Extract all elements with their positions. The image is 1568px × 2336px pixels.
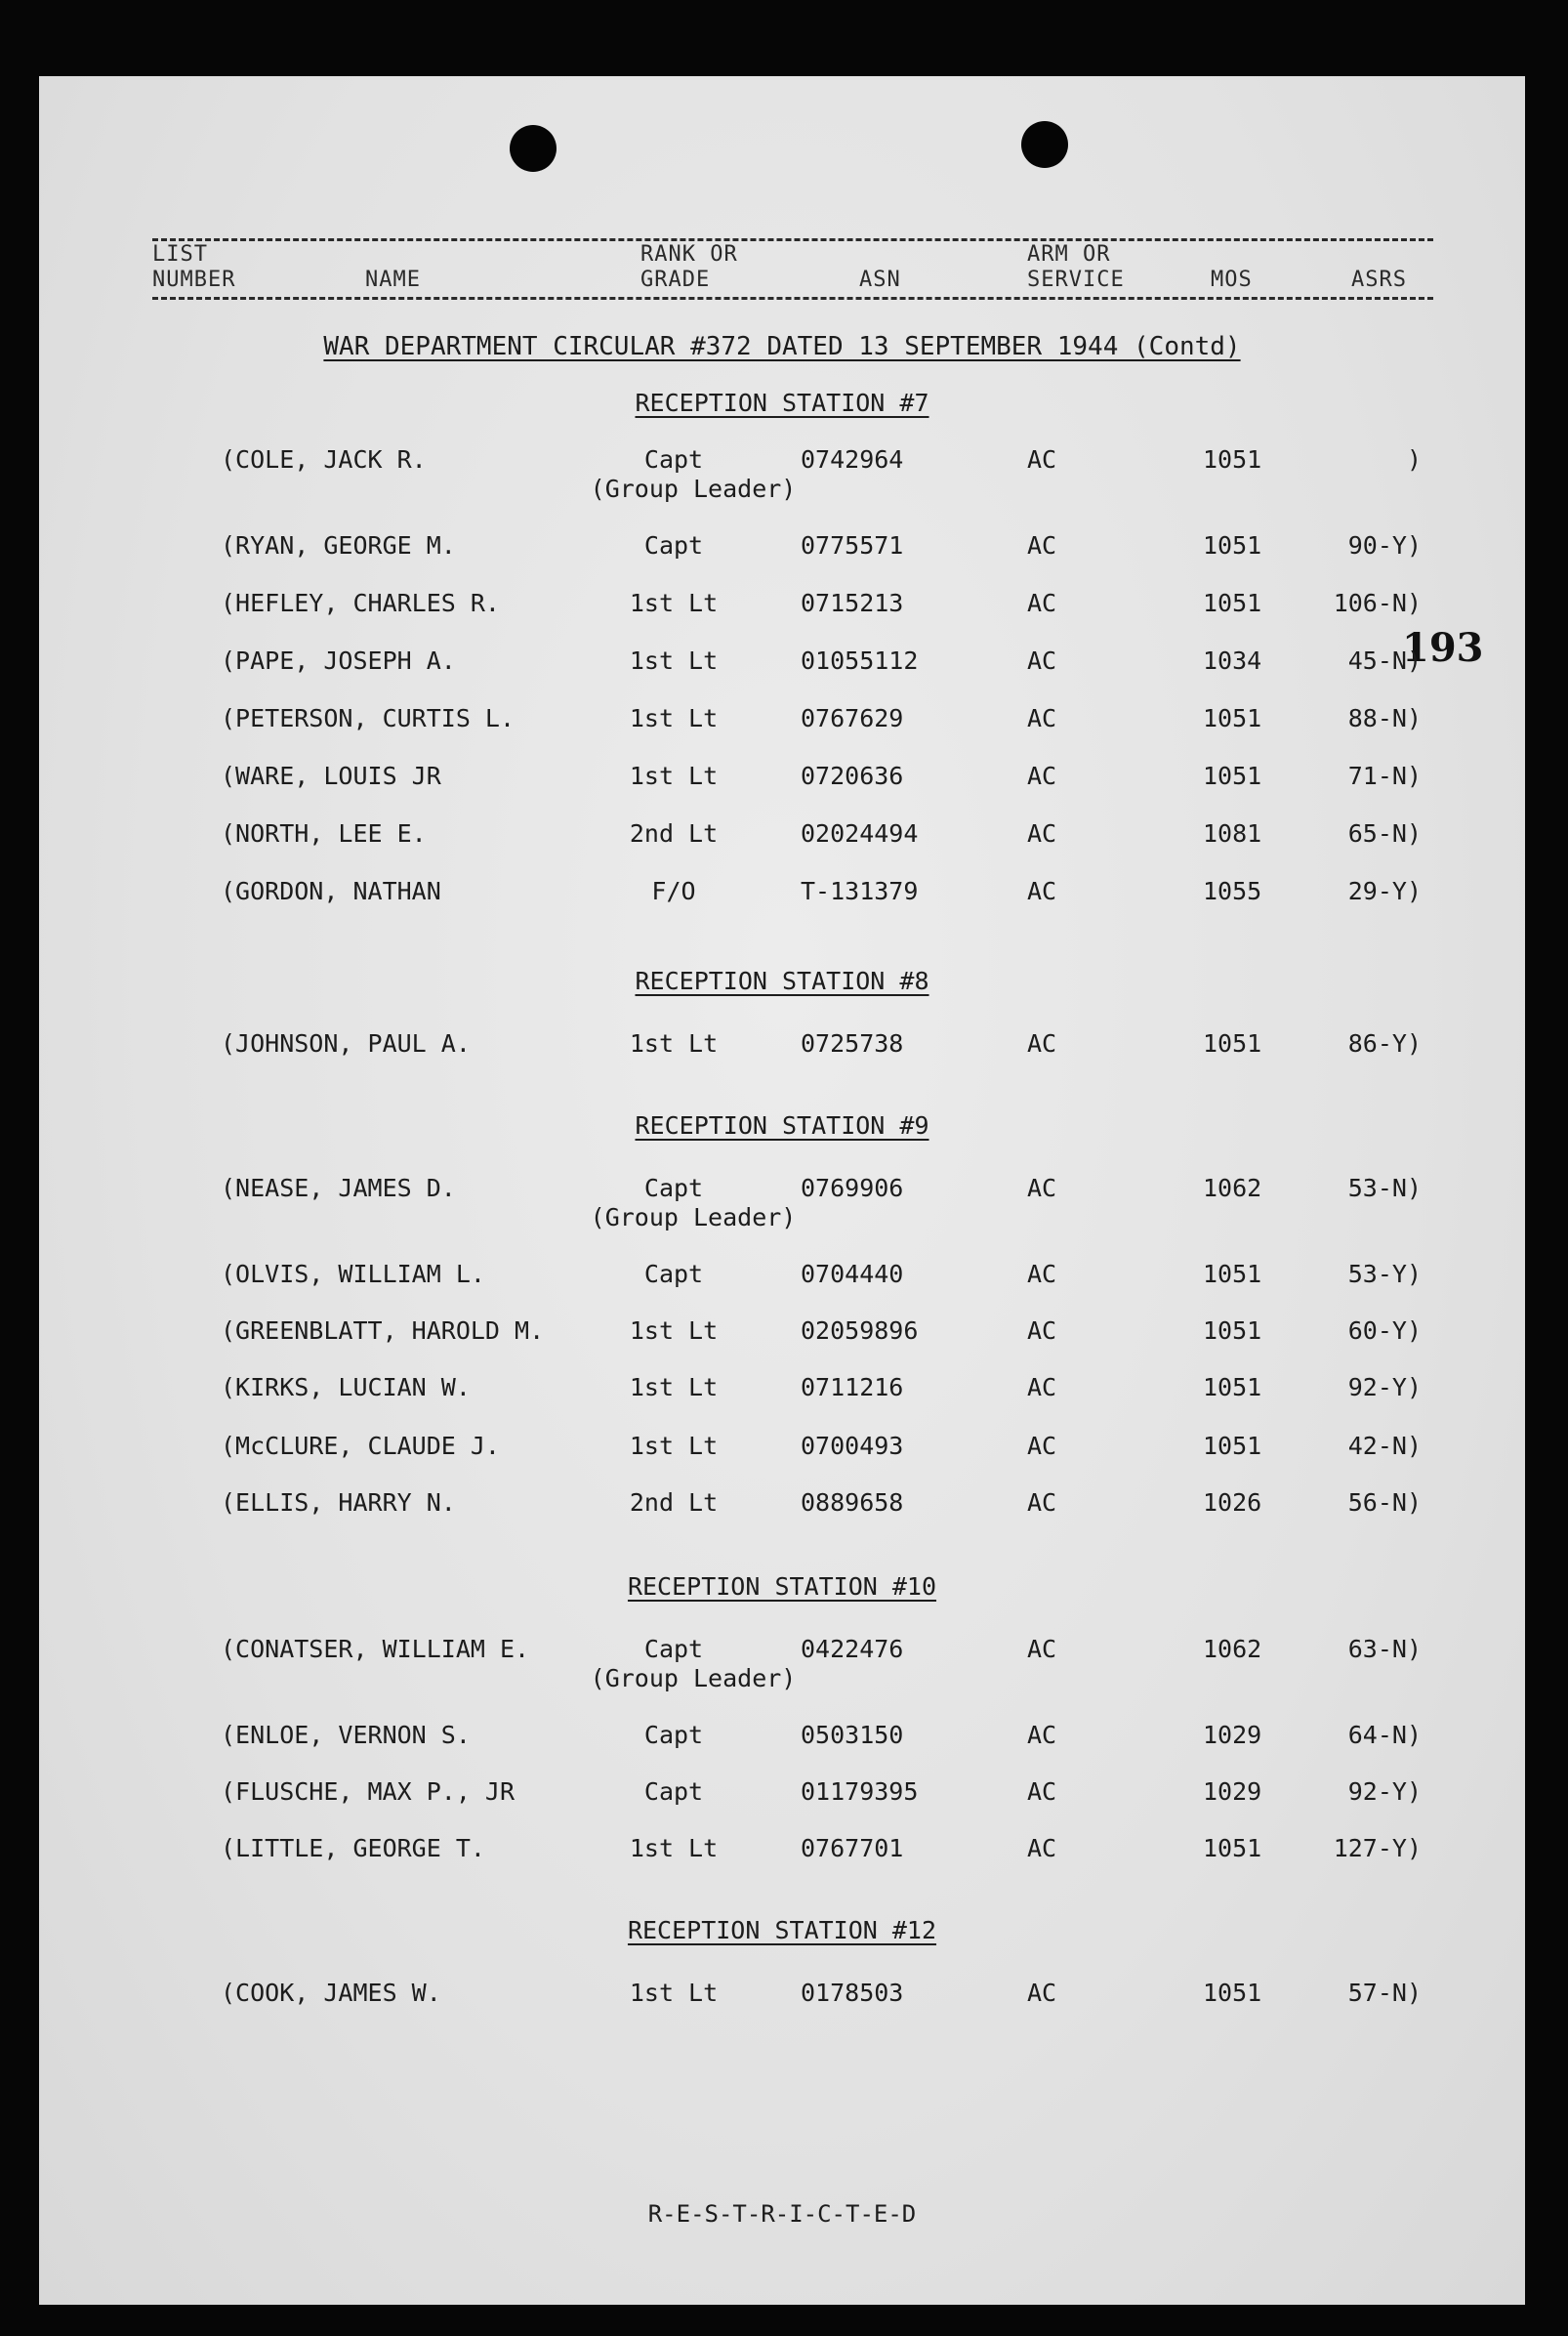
arm-service: AC xyxy=(1027,1174,1057,1202)
roster-row xyxy=(39,445,1525,504)
station-label: RECEPTION STATION #9 xyxy=(635,1111,929,1140)
asn-number: 0503150 xyxy=(801,1721,904,1749)
asn-number: 0700493 xyxy=(801,1432,904,1460)
rank-grade: 2nd Lt xyxy=(629,1488,719,1517)
asrs-score: 92-Y) xyxy=(1347,1777,1422,1806)
station-heading xyxy=(39,967,1525,995)
asrs-score: 57-N) xyxy=(1347,1979,1422,2007)
arm-service: AC xyxy=(1027,762,1057,790)
arm-service: AC xyxy=(1027,1260,1057,1288)
asn-number: 0767629 xyxy=(801,704,904,732)
station-label: RECEPTION STATION #12 xyxy=(627,1916,937,1944)
officer-name: (KIRKS, LUCIAN W. xyxy=(221,1373,471,1401)
asn-number: 0767701 xyxy=(801,1834,904,1862)
mos-code: 1062 xyxy=(1203,1174,1262,1202)
officer-name: (HEFLEY, CHARLES R. xyxy=(221,589,500,617)
group-leader-note: (Group Leader) xyxy=(590,1203,797,1231)
asn-number: 02059896 xyxy=(801,1316,919,1345)
asn-number: 0725738 xyxy=(801,1029,904,1058)
document-page xyxy=(39,76,1525,2305)
asn-number: T-131379 xyxy=(801,877,919,905)
mos-code: 1051 xyxy=(1203,704,1262,732)
header-arm: ARM OR SERVICE xyxy=(1027,242,1125,292)
classification-footer: R-E-S-T-R-I-C-T-E-D xyxy=(647,2200,917,2228)
asn-number: 0422476 xyxy=(801,1635,904,1663)
asrs-score: 45-N) xyxy=(1347,647,1422,675)
header-rank: RANK OR GRADE xyxy=(640,242,738,292)
asrs-score: 63-N) xyxy=(1347,1635,1422,1663)
roster-row xyxy=(39,1260,1525,1318)
rank-grade: Capt xyxy=(643,1635,704,1663)
mos-code: 1029 xyxy=(1203,1777,1262,1806)
asn-number: 0178503 xyxy=(801,1979,904,2007)
mos-code: 1081 xyxy=(1203,819,1262,848)
asrs-score: 53-Y) xyxy=(1347,1260,1422,1288)
header-asrs: ASRS xyxy=(1351,268,1407,292)
rank-grade: 1st Lt xyxy=(629,1432,719,1460)
rank-grade: Capt xyxy=(643,1721,704,1749)
officer-name: (CONATSER, WILLIAM E. xyxy=(221,1635,530,1663)
mos-code: 1034 xyxy=(1203,647,1262,675)
mos-code: 1051 xyxy=(1203,1373,1262,1401)
asn-number: 02024494 xyxy=(801,819,919,848)
rank-grade: 1st Lt xyxy=(629,1316,719,1345)
station-heading xyxy=(39,1111,1525,1140)
mos-code: 1051 xyxy=(1203,1029,1262,1058)
rank-grade: Capt xyxy=(643,1777,704,1806)
station-heading xyxy=(39,1916,1525,1944)
roster-row xyxy=(39,589,1525,647)
officer-name: (JOHNSON, PAUL A. xyxy=(221,1029,471,1058)
mos-code: 1051 xyxy=(1203,762,1262,790)
roster-row xyxy=(39,1029,1525,1088)
asn-number: 0704440 xyxy=(801,1260,904,1288)
asrs-score: 56-N) xyxy=(1347,1488,1422,1517)
arm-service: AC xyxy=(1027,1316,1057,1345)
roster-row xyxy=(39,1834,1525,1893)
officer-name: (NEASE, JAMES D. xyxy=(221,1174,456,1202)
asrs-score: 42-N) xyxy=(1347,1432,1422,1460)
asn-number: 0889658 xyxy=(801,1488,904,1517)
roster-row xyxy=(39,1979,1525,2037)
mos-code: 1051 xyxy=(1203,1432,1262,1460)
roster-row xyxy=(39,1373,1525,1432)
page-number: 193 xyxy=(1402,625,1484,671)
mos-code: 1051 xyxy=(1203,1979,1262,2007)
asrs-score: 127-Y) xyxy=(1333,1834,1422,1862)
station-label: RECEPTION STATION #8 xyxy=(635,967,929,995)
rank-grade: 1st Lt xyxy=(629,1979,719,2007)
mos-code: 1051 xyxy=(1203,589,1262,617)
officer-name: (NORTH, LEE E. xyxy=(221,819,427,848)
roster-row xyxy=(39,1174,1525,1232)
asrs-score: ) xyxy=(1406,445,1422,474)
arm-service: AC xyxy=(1027,589,1057,617)
mos-code: 1051 xyxy=(1203,1260,1262,1288)
roster-row xyxy=(39,1432,1525,1490)
header-mos: MOS xyxy=(1211,268,1253,292)
station-heading xyxy=(39,389,1525,417)
header-list-number: LIST NUMBER xyxy=(152,242,236,292)
officer-name: (PETERSON, CURTIS L. xyxy=(221,704,516,732)
roster-row xyxy=(39,531,1525,590)
asrs-score: 71-N) xyxy=(1347,762,1422,790)
roster-row xyxy=(39,1721,1525,1779)
officer-name: (ENLOE, VERNON S. xyxy=(221,1721,471,1749)
roster-row xyxy=(39,647,1525,705)
mos-code: 1062 xyxy=(1203,1635,1262,1663)
mos-code: 1026 xyxy=(1203,1488,1262,1517)
asn-number: 0742964 xyxy=(801,445,904,474)
arm-service: AC xyxy=(1027,445,1057,474)
roster-row xyxy=(39,1777,1525,1836)
officer-name: (RYAN, GEORGE M. xyxy=(221,531,456,560)
roster-row xyxy=(39,1488,1525,1547)
officer-name: (FLUSCHE, MAX P., JR xyxy=(221,1777,516,1806)
officer-name: (COOK, JAMES W. xyxy=(221,1979,441,2007)
officer-name: (WARE, LOUIS JR xyxy=(221,762,441,790)
asrs-score: 65-N) xyxy=(1347,819,1422,848)
rank-grade: Capt xyxy=(643,1260,704,1288)
rank-grade: 1st Lt xyxy=(629,1373,719,1401)
arm-service: AC xyxy=(1027,1488,1057,1517)
officer-name: (GREENBLATT, HAROLD M. xyxy=(221,1316,545,1345)
arm-service: AC xyxy=(1027,1979,1057,2007)
asrs-score: 106-N) xyxy=(1333,589,1422,617)
asn-number: 01055112 xyxy=(801,647,919,675)
asrs-score: 86-Y) xyxy=(1347,1029,1422,1058)
asn-number: 01179395 xyxy=(801,1777,919,1806)
officer-name: (LITTLE, GEORGE T. xyxy=(221,1834,485,1862)
arm-service: AC xyxy=(1027,1721,1057,1749)
arm-service: AC xyxy=(1027,1029,1057,1058)
mos-code: 1051 xyxy=(1203,1834,1262,1862)
asrs-score: 29-Y) xyxy=(1347,877,1422,905)
arm-service: AC xyxy=(1027,647,1057,675)
arm-service: AC xyxy=(1027,877,1057,905)
header-rule-top xyxy=(152,238,1433,241)
arm-service: AC xyxy=(1027,704,1057,732)
rank-grade: F/O xyxy=(651,877,696,905)
arm-service: AC xyxy=(1027,1432,1057,1460)
asn-number: 0720636 xyxy=(801,762,904,790)
rank-grade: Capt xyxy=(643,445,704,474)
station-label: RECEPTION STATION #10 xyxy=(627,1572,937,1601)
station-heading xyxy=(39,1572,1525,1601)
punch-hole-left xyxy=(510,125,557,172)
asn-number: 0715213 xyxy=(801,589,904,617)
group-leader-note: (Group Leader) xyxy=(590,475,797,503)
asn-number: 0769906 xyxy=(801,1174,904,1202)
officer-name: (McCLURE, CLAUDE J. xyxy=(221,1432,500,1460)
arm-service: AC xyxy=(1027,1834,1057,1862)
station-label: RECEPTION STATION #7 xyxy=(635,389,929,417)
punch-hole-right xyxy=(1021,121,1068,168)
rank-grade: 1st Lt xyxy=(629,762,719,790)
asrs-score: 60-Y) xyxy=(1347,1316,1422,1345)
arm-service: AC xyxy=(1027,819,1057,848)
asrs-score: 88-N) xyxy=(1347,704,1422,732)
roster-row xyxy=(39,704,1525,763)
asn-number: 0775571 xyxy=(801,531,904,560)
asrs-score: 90-Y) xyxy=(1347,531,1422,560)
roster-row xyxy=(39,1635,1525,1693)
arm-service: AC xyxy=(1027,531,1057,560)
mos-code: 1029 xyxy=(1203,1721,1262,1749)
rank-grade: 1st Lt xyxy=(629,647,719,675)
officer-name: (PAPE, JOSEPH A. xyxy=(221,647,456,675)
arm-service: AC xyxy=(1027,1373,1057,1401)
asn-number: 0711216 xyxy=(801,1373,904,1401)
officer-name: (OLVIS, WILLIAM L. xyxy=(221,1260,485,1288)
arm-service: AC xyxy=(1027,1777,1057,1806)
roster-row xyxy=(39,819,1525,878)
rank-grade: 1st Lt xyxy=(629,1029,719,1058)
rank-grade: 1st Lt xyxy=(629,1834,719,1862)
asrs-score: 53-N) xyxy=(1347,1174,1422,1202)
officer-name: (COLE, JACK R. xyxy=(221,445,427,474)
header-name: NAME xyxy=(365,268,421,292)
mos-code: 1055 xyxy=(1203,877,1262,905)
mos-code: 1051 xyxy=(1203,1316,1262,1345)
asrs-score: 64-N) xyxy=(1347,1721,1422,1749)
officer-name: (ELLIS, HARRY N. xyxy=(221,1488,456,1517)
rank-grade: Capt xyxy=(643,1174,704,1202)
mos-code: 1051 xyxy=(1203,445,1262,474)
rank-grade: 1st Lt xyxy=(629,589,719,617)
rank-grade: 2nd Lt xyxy=(629,819,719,848)
asrs-score: 92-Y) xyxy=(1347,1373,1422,1401)
roster-row xyxy=(39,877,1525,936)
header-asn: ASN xyxy=(859,268,901,292)
roster-row xyxy=(39,762,1525,820)
group-leader-note: (Group Leader) xyxy=(590,1664,797,1692)
roster-row xyxy=(39,1316,1525,1375)
rank-grade: Capt xyxy=(643,531,704,560)
header-rule-bottom xyxy=(152,297,1433,300)
officer-name: (GORDON, NATHAN xyxy=(221,877,441,905)
document-title: WAR DEPARTMENT CIRCULAR #372 DATED 13 SEPTEMBER 1944 (Contd) xyxy=(323,332,1241,361)
rank-grade: 1st Lt xyxy=(629,704,719,732)
mos-code: 1051 xyxy=(1203,531,1262,560)
arm-service: AC xyxy=(1027,1635,1057,1663)
